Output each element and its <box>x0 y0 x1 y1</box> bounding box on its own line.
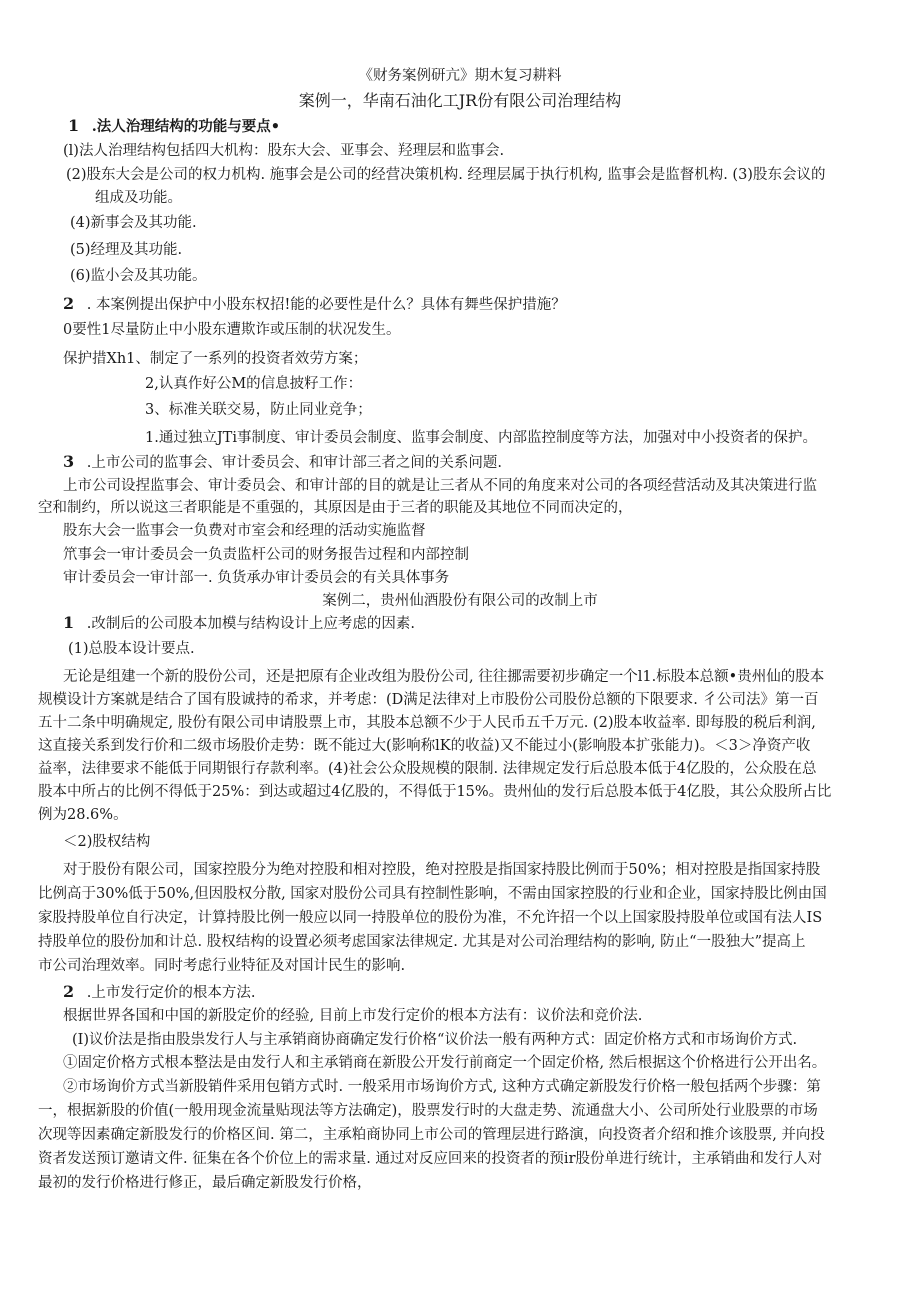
s2-p3: 2,认真作好公M的信息披籽工作： <box>145 376 363 392</box>
c2s1-para-line: 股本中所占的比例不得低于25%：到达或超过4亿股的，不得低于15%。贵州仙的发行后总股本低于4亿股，其公众股所占比 <box>38 784 832 800</box>
c2s1-para-line: 例为28.6%。 <box>38 807 128 823</box>
s1-p4: (5)经理及其功能. <box>70 242 183 258</box>
s1-p2a: (2)股东大会是公司的权力机构. 施事会是公司的经营决策机构. 经理层属于执行机构, 监事会是监督机构. (3)股东会议的 <box>66 167 826 183</box>
s2-heading <box>63 294 566 315</box>
c2s2-para3-line: ②市场询价方式当新股销件采用包销方式时. 一般采用市场询价方式, 这种方式确定新股发行价格一般包括两个步骤：第 <box>63 1079 821 1095</box>
c2s2-heading-text: .上市发行定价的根本方法. <box>86 985 256 1001</box>
c2s1-number: 1 <box>63 613 75 632</box>
s1-heading-text: .法人治理结构的功能与要点• <box>91 118 281 135</box>
c2s2-p1: 根据世界各国和中国的新股定价的经验, 目前上市发行定价的根本方法有：议价法和竞价法. <box>63 1008 643 1024</box>
s3-p1b: 空和制约，所以说这三者职能是不重强的，其原因是由于三者的职能及其地位不同而决定的， <box>38 500 633 516</box>
c2s2-para3-line: 次现等因素确定新股发行的价格区间. 第二，主承粕商协同上市公司的管理层进行路演，向投资者介绍和推介该股票, 并向投 <box>38 1127 825 1143</box>
c2s1-sub1: (1)总股本设计要点. <box>68 641 195 657</box>
document-title: 《财务案例研亢》期木复习耕料 <box>358 68 562 84</box>
s1-number: 1 <box>68 116 80 135</box>
c2s2-heading <box>63 982 255 1003</box>
c2s2-para3-line: 资者发送预订邀请文件. 征集在各个价位上的需求量. 通过对反应回来的投资者的预ir股份单进行统计，主承销曲和发行人对 <box>38 1151 823 1167</box>
s1-p5: (6)监小会及其功能。 <box>70 268 207 284</box>
s1-p2b: 组成及功能。 <box>95 190 182 206</box>
s3-number: 3 <box>63 452 75 471</box>
c2s1-para2-line: 比例高于30%低于50%,但因股权分散, 国家对股份公司具有控制性影响，不需由国家控股的行业和企业，国家持股比例由国 <box>38 886 827 902</box>
s2-p5: 1.通过独立JTi事制度、审计委员会制度、监事会制度、内部监控制度等方法，加强对中小投资者的保护。 <box>145 430 817 446</box>
c2s2-para3-line: 最初的发行价格进行修正，最后确定新股发行价格， <box>38 1175 372 1191</box>
case2-title: 案例二，贵州仙酒股份有限公司的改制上市 <box>322 593 598 609</box>
c2s1-para2-line: 持股单位的股份加和计总. 股权结构的设置必须考虑国家法律规定. 尤其是对公司治理结构的影响, 防止“一股独大”提高上 <box>38 934 806 950</box>
c2s1-para-line: 五十二条中明确规定, 股份有限公司申请股票上市，其股本总额不少于人民币五千万元. (2)股本收益率. 即每股的税后利润, <box>38 715 816 731</box>
s3-p4: 审计委员会一审计部一. 负货承办审计委员会的有关具体事务 <box>63 570 450 586</box>
s2-number: 2 <box>63 294 75 313</box>
c2s1-para-line: 益率，法律要求不能低于同期银行存款利率。(4)社会公众股规模的限制. 法律规定发行后总股本低于4亿股的，公众股在总 <box>38 761 817 777</box>
c2s2-p2: (I)议价法是指由股祟发行人与主承销商协商确定发行价格“议价法一般有两种方式：固定价格方式和市场询价方式. <box>72 1032 798 1048</box>
s1-p1: (l)法人治理结构包括四大机构：股东大会、亚事会、羟理层和监事会. <box>63 143 505 159</box>
c2s1-para2-line: 对于股份有限公司，国家控股分为绝对控股和相对控股，绝对控股是指国家持股比例而于50%；相对控股是指国家持股 <box>63 862 821 878</box>
c2s1-heading-text: .改制后的公司股本加模与结构设计上应考虑的因素. <box>86 616 415 632</box>
s1-p3: (4)新事会及其功能. <box>70 215 197 231</box>
c2s1-heading <box>63 613 415 634</box>
s2-p2: 保护措Xh1、制定了一系列的投资者效劳方案； <box>63 351 368 367</box>
s3-p3: 笊事会一审计委员会一负责监杆公司的财务报告过程和内部控制 <box>63 547 469 563</box>
c2s1-para-line: 规模设计方案就是结合了国有股诚持的希求，并考虑：(D满足法律对上市股份公司股份总额的下限要求. 彳公司法》第一百 <box>38 692 819 708</box>
s3-heading <box>63 452 502 473</box>
c2s1-para2-line: 家股持股单位自行决定，计算持股比例一般应以同一持股单位的股份为准，不允许招一个以上国家股持股单位或国有法人IS <box>38 910 823 926</box>
s3-heading-text: .上市公司的监事会、审计委员会、和审计部三者之间的关系问题. <box>86 455 502 471</box>
case1-title: 案例一，华南石油化工JR份有限公司治理结构 <box>298 91 622 110</box>
c2s1-para2-line: 市公司治理效率。同时考虑行业特征及对国计民生的影响. <box>38 958 406 974</box>
s2-heading-text: . 本案例提出保护中小股东权招!能的必要性是什么？具体有舞些保护措施？ <box>86 297 566 313</box>
s3-p2: 股东大会一监事会一负费对市室会和经理的活动实施监督 <box>63 523 426 539</box>
c2s1-sub2: ＜2)股权结构 <box>63 834 151 850</box>
c2s2-number: 2 <box>63 982 75 1001</box>
s3-p1a: 上市公司设捏监事会、审计委员会、和审计部的目的就是让三者从不同的角度来对公司的各项经营活动及其决策进行监 <box>63 478 817 494</box>
s2-p1: 0要性1尽量防止中小股东遭欺诈或压制的状况发生。 <box>63 322 401 338</box>
c2s1-para-line: 这直接关系到发行价和二级市场股价走势：既不能过大(影响称lK的收益)又不能过小(影响股本扩张能力)。＜3＞净资产收 <box>38 738 811 754</box>
s1-heading <box>68 116 280 137</box>
c2s2-para3-line: 一，根据新股的价值(一般用现金流量贴现法等方法确定)，股票发行时的大盘走势、流通盘大小、公司所处行业股票的市场 <box>38 1103 818 1119</box>
s2-p4: 3、标准关联交易，防止同业竞争； <box>145 402 372 418</box>
c2s2-p3: ①固定价格方式根本整法是由发行人和主承销商在新股公开发行前商定一个固定价格, 然后根据这个价格进行公开出名。 <box>63 1055 827 1071</box>
c2s1-para-line: 无论是组建一个新的股份公司，还是把原有企业改组为股份公司, 往往挪需要初步确定一个l1.标股本总额•贵州仙的股本 <box>63 669 825 685</box>
